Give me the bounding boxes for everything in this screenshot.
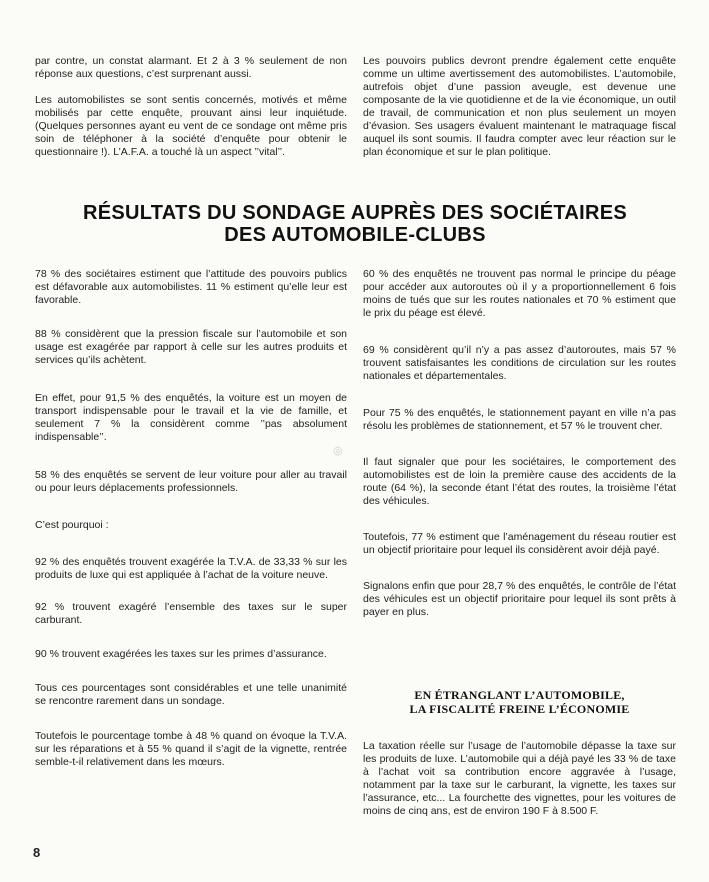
left-paragraph-cest-pourquoi: C’est pourquoi : — [35, 519, 109, 531]
results-headline — [20, 202, 690, 246]
right-paragraph-60pct: 60 % des enquêtés ne trouvent pas normal le principe du péage pour accéder aux autoroutes où il y a proportionnellement 6 fois moins de tués que sur les routes nationales et 70 % estiment que le prix du péage est élevé. — [363, 268, 676, 319]
results-headline-line-1: RÉSULTATS DU SONDAGE AUPRÈS DES SOCIÉTAIRES — [82, 202, 628, 224]
right-paragraph-75pct: Pour 75 % des enquêtés, le stationnement payant en ville n’a pas résolu les problèmes de stationnement, et 57 % le trouvent cher. — [363, 407, 676, 432]
left-paragraph-88pct: 88 % considèrent que la pression fiscale sur l’automobile et son usage est exagérée par rapport à celle sur les autres produits et services qu’ils achètent. — [35, 328, 347, 366]
right-paragraph-comportement: Il faut signaler que pour les sociétaires, le comportement des automobilistes est de loin la première cause des accidents de la route (64 %), la seconde étant l’état des routes, la troisième l’état des véhicules. — [363, 456, 676, 507]
right-paragraph-77pct: Toutefois, 77 % estiment que l’aménagement du réseau routier est un objectif prioritaire pour lequel ils considèrent avoir déjà payé. — [363, 531, 676, 556]
left-paragraph-90pct: 90 % trouvent exagérées les taxes sur les primes d’assurance. — [35, 648, 327, 660]
intro-right-column — [363, 55, 676, 159]
left-results-column — [35, 268, 347, 769]
right-paragraph-28pct: Signalons enfin que pour 28,7 % des enquêtés, le contrôle de l’état des véhicules est un objectif prioritaire pour lequel ils sont prêts à payer en plus. — [363, 580, 676, 618]
fiscalite-subheading-line-1: EN ÉTRANGLANT L’AUTOMOBILE, — [414, 688, 625, 702]
intro-right-paragraph-1: Les pouvoirs publics devront prendre également cette enquête comme un ultime avertissement des automobilistes. L’automobile, autrefois objet d’une passion aveugle, est devenue une composante de la vie quotidienne et de la vie économique, un outil de travail, de communication et non plus seulement un moyen d’évasion. Ses usagers évaluent maintenant le matraquage fiscal auquel ils sont soumis. Il faudra compter avec leur réaction sur le plan économique et sur le plan politique. — [363, 55, 676, 158]
closing-column — [363, 740, 676, 818]
fiscalite-subheading — [363, 688, 676, 716]
page-number: 8 — [33, 845, 41, 860]
intro-left-paragraph-1: par contre, un constat alarmant. Et 2 à 3 % seulement de non réponse aux questions, c’est surprenant aussi. — [35, 55, 347, 80]
left-paragraph-91pct: En effet, pour 91,5 % des enquêtés, la voiture est un moyen de transport indispensable pour le travail et la vie de famille, et seulement 7 % la considèrent comme ’’pas absolument indispensable’’. — [35, 392, 347, 443]
stamp-mark: ◎ — [333, 445, 343, 457]
left-paragraph-78pct: 78 % des sociétaires estiment que l’attitude des pouvoirs publics est défavorable aux automobilistes. 11 % estiment qu’elle leur est favorable. — [35, 268, 347, 306]
results-headline-line-2: DES AUTOMOBILE-CLUBS — [224, 224, 486, 246]
left-paragraph-92pct-tva: 92 % des enquêtés trouvent exagérée la T.V.A. de 33,33 % sur les produits de luxe qui est appliquée à l’achat de la voiture neuve. — [35, 556, 347, 581]
left-paragraph-58pct: 58 % des enquêtés se servent de leur voiture pour aller au travail ou pour leurs déplacements professionnels. — [35, 469, 347, 494]
right-paragraph-69pct: 69 % considèrent qu’il n’y a pas assez d’autoroutes, mais 57 % trouvent satisfaisantes les conditions de circulation sur les routes nationales et départementales. — [363, 344, 676, 382]
right-results-column — [363, 268, 676, 619]
intro-left-column — [35, 55, 347, 159]
left-paragraph-92pct-carburant: 92 % trouvent exagéré l’ensemble des taxes sur le super carburant. — [35, 601, 347, 626]
left-paragraph-toutefois: Toutefois le pourcentage tombe à 48 % quand on évoque la T.V.A. sur les réparations et à 55 % quand il s’agit de la vignette, rentrée semble-t-il relativement dans les mœurs. — [35, 730, 347, 768]
intro-left-paragraph-2: Les automobilistes se sont sentis concernés, motivés et même mobilisés par cette enquête, prouvant ainsi leur inquiétude. (Quelques personnes ayant eu vent de ce sondage ont même pris soin de téléphoner à la société d’enquête pour obtenir le questionnaire !). L’A.F.A. a touché là un aspect ’’vital’’. — [35, 94, 347, 158]
closing-paragraph: La taxation réelle sur l’usage de l’automobile dépasse la taxe sur les produits de luxe. L’automobile qui a déjà payé les 33 % de taxe à l’achat voit sa contribution encore aggravée à l’usage, notamment par la taxe sur le carburant, la vignette, les taxes sur l’assurance, etc... La fourchette des vignettes, pour les voitures de moins de cinq ans, est de environ 190 F à 8.500 F. — [363, 740, 676, 817]
fiscalite-subheading-line-2: LA FISCALITÉ FREINE L’ÉCONOMIE — [409, 702, 630, 716]
left-paragraph-unanimite: Tous ces pourcentages sont considérables et une telle unanimité se rencontre rarement dans un sondage. — [35, 682, 347, 707]
